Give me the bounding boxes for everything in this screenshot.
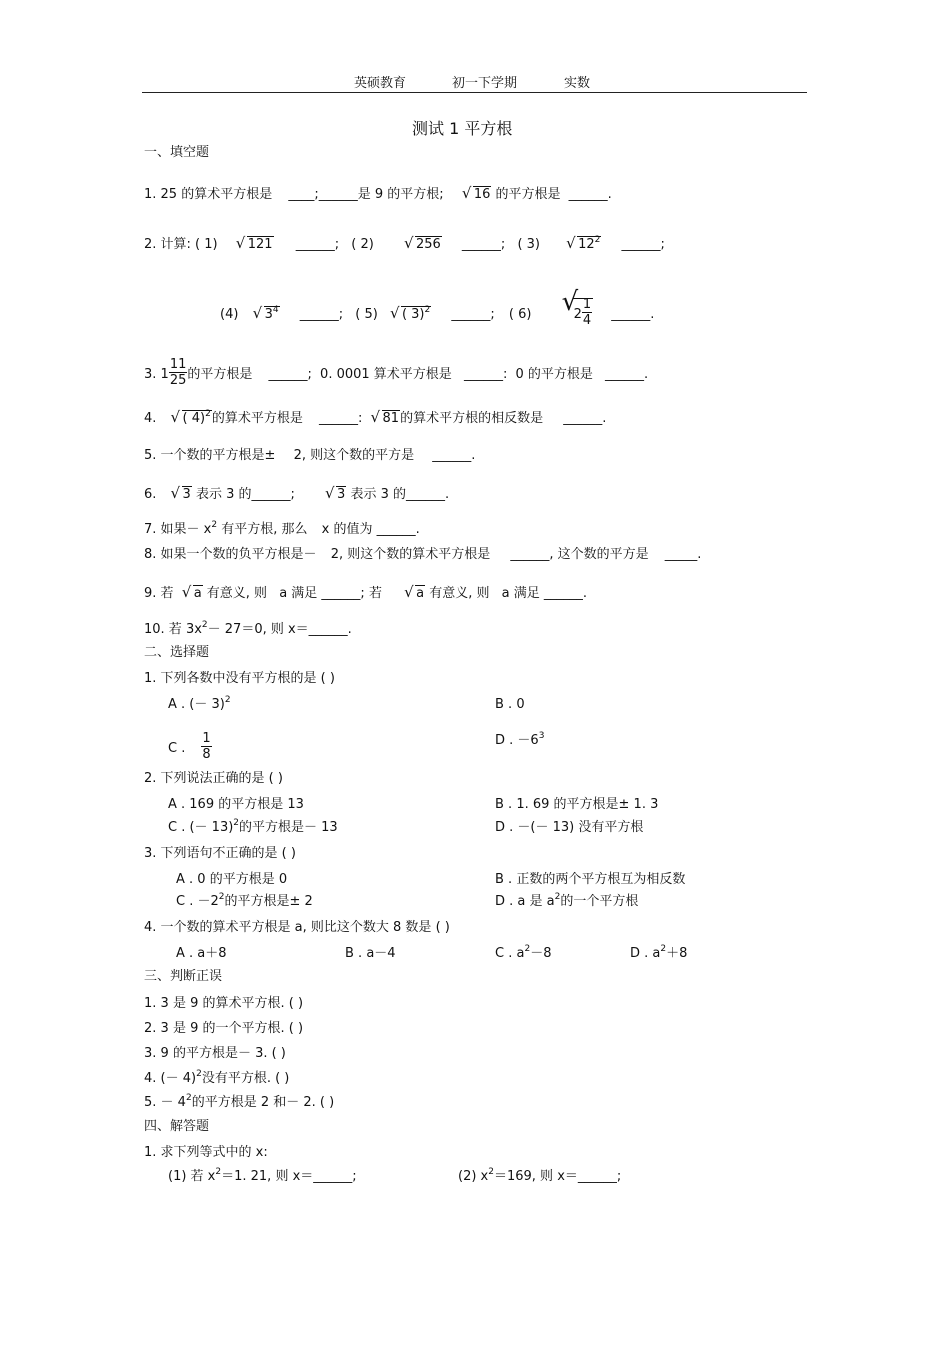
blank: ______:	[463, 367, 508, 382]
blank: ______;	[299, 307, 344, 322]
choice-q3-a: A . 0 的平方根是 0	[176, 872, 288, 887]
answer-q1-part1: (1) 若 $x^2=1$. 21, 则 x＝______;	[168, 1167, 357, 1184]
q9-text: a 满足 ______; 若	[279, 586, 382, 601]
q1-text: 的平方根是	[495, 187, 561, 202]
fill-q2-line2	[220, 298, 654, 330]
q10-text: 10. 若 3x	[144, 622, 202, 637]
q6-text: 6.	[144, 487, 157, 502]
radical: √ $3^4$	[253, 307, 280, 324]
q9-text: 有意义, 则	[429, 586, 490, 601]
choice-q4-a: A . a＋8	[176, 946, 227, 961]
blank: ______;	[461, 237, 506, 252]
page-header	[142, 70, 807, 93]
section-choice-heading: 二、选择题	[144, 645, 210, 660]
fill-q8	[144, 547, 701, 563]
q2-text: ( 5)	[355, 307, 378, 322]
choice-q1-a: A . (－ 3)$^2$	[168, 695, 231, 712]
blank: ______.	[432, 448, 476, 463]
choice-q4-c: C . $a^2-8$	[495, 944, 552, 961]
q10-text: － 27＝0, 则 x＝______.	[207, 622, 352, 637]
judge-q2: 2. 3 是 9 的一个平方根. ( )	[144, 1021, 304, 1036]
choice-q3-c: C . $-2^2$的平方根是± 2	[176, 892, 313, 909]
answer-q1-part2: (2) $x^2=169$, 则 x＝______;	[458, 1167, 622, 1184]
fill-q3	[144, 359, 648, 390]
header-subject: 实数	[564, 76, 591, 91]
q1-blank: ______	[318, 187, 358, 202]
choice-q4-stem: 4. 一个数的算术平方根是 a, 则比这个数大 8 数是 ( )	[144, 920, 450, 935]
radical: √ a	[182, 586, 203, 602]
q4-text: 的算术平方根的相反数是	[400, 411, 544, 426]
q1-text: 1. 25 的算术平方根是	[144, 187, 273, 202]
choice-q1-d: D . $-6^3$	[495, 731, 545, 748]
q9-text: 9. 若	[144, 586, 174, 601]
section-fill-heading: 一、填空题	[144, 145, 210, 160]
q7-text: 7. 如果－ x	[144, 522, 212, 537]
exponent: 2	[211, 520, 218, 530]
q1-blank: ______.	[568, 187, 612, 202]
q6-text: 表示 3 的______;	[195, 487, 295, 502]
radical: √ 3	[171, 487, 192, 503]
radical: √ a	[404, 586, 425, 602]
judge-q3: 3. 9 的平方根是－ 3. ( )	[144, 1046, 286, 1061]
q2-text: ( 3)	[517, 237, 540, 252]
fill-q2-line1	[144, 237, 665, 254]
blank: ______;	[268, 367, 312, 382]
fill-q1	[144, 187, 612, 203]
header-grade: 初一下学期	[452, 76, 518, 91]
judge-q4: 4. (－ 4)$^2$没有平方根. ( )	[144, 1069, 290, 1086]
q5-text: 2, 则这个数的平方是	[293, 448, 415, 463]
radical: √ 121	[236, 237, 274, 253]
answer-q1: 1. 求下列等式中的 x:	[144, 1145, 268, 1160]
choice-q4-b: B . a－4	[345, 946, 396, 961]
q3-text: 3. 1	[144, 367, 169, 382]
q3-text: 的平方根是	[187, 367, 253, 382]
q8-text: 8. 如果一个数的负平方根是－	[144, 547, 317, 562]
radical: √ 3	[325, 487, 346, 503]
section-judge-heading: 三、判断正误	[144, 969, 223, 984]
q5-text: 5. 一个数的平方根是±	[144, 448, 276, 463]
q4-text: 的算术平方根是	[211, 411, 303, 426]
choice-q2-a: A . 169 的平方根是 13	[168, 797, 304, 812]
fill-q9	[144, 586, 587, 602]
fill-q4	[144, 411, 606, 428]
radical: √ 81	[371, 411, 401, 427]
q8-text: ______, 这个数的平方是	[510, 547, 649, 562]
blank: ______.	[605, 367, 649, 382]
page-title: 测试 1 平方根	[412, 119, 513, 138]
choice-q3-b: B . 正数的两个平方根互为相反数	[495, 872, 686, 887]
q1-text: 是 9 的平方根;	[357, 187, 444, 202]
choice-q1-stem: 1. 下列各数中没有平方根的是 ( )	[144, 671, 335, 686]
blank: ______;	[621, 237, 665, 252]
q9-text: 有意义, 则	[206, 586, 268, 601]
q3-text: 0. 0001 算术平方根是	[320, 367, 452, 382]
choice-q3-stem: 3. 下列语句不正确的是 ( )	[144, 846, 296, 861]
q8-text: 2, 则这个数的算术平方根是	[330, 547, 491, 562]
q2-text: 2. 计算: ( 1)	[144, 237, 218, 252]
section-answer-heading: 四、解答题	[144, 1119, 210, 1134]
blank: ______;	[295, 237, 340, 252]
radical: √ ( 4)$^2$	[171, 411, 212, 428]
q7-text: x 的值为 ______.	[321, 522, 420, 537]
choice-q1-b: B . 0	[495, 697, 525, 712]
radical: √ 16	[462, 187, 492, 203]
fraction: $\frac{11}{25}$	[169, 357, 187, 388]
q1-blank: ____;	[288, 187, 319, 202]
q2-text: ( 2)	[351, 237, 374, 252]
fill-q7	[144, 522, 420, 539]
choice-q2-d: D . －(－ 13) 没有平方根	[495, 820, 644, 835]
blank: ______.	[611, 307, 655, 322]
radical: √ 256	[404, 237, 442, 253]
radical: √ ( 3)$^2$	[390, 307, 431, 324]
radical: √ 2 $\frac{1}{4}$	[562, 298, 594, 330]
choice-q2-b: B . 1. 69 的平方根是± 1. 3	[495, 797, 659, 812]
choice-q4-d: D . $a^2+8$	[630, 944, 688, 961]
choice-q1-c: C . $\frac{1}{8}$	[168, 731, 211, 762]
choice-q2-stem: 2. 下列说法正确的是 ( )	[144, 771, 283, 786]
choice-q3-d: D . a 是 $a^2$的一个平方根	[495, 892, 639, 909]
q7-text: 有平方根, 那么	[221, 522, 308, 537]
judge-q1: 1. 3 是 9 的算术平方根. ( )	[144, 996, 304, 1011]
q6-text: 表示 3 的______.	[350, 487, 450, 502]
choice-q2-c: C . (－ 13)$^2$的平方根是－ 13	[168, 818, 338, 835]
q2-text: ( 6)	[508, 307, 532, 322]
exponent: 2	[201, 620, 208, 630]
blank: ______;	[451, 307, 495, 322]
blank: ______:	[318, 411, 363, 426]
blank: ______.	[563, 411, 607, 426]
radical: √ $12^2$	[566, 237, 601, 254]
fill-q5	[144, 448, 475, 464]
header-org: 英硕教育	[354, 76, 407, 91]
fill-q6	[144, 487, 449, 503]
q4-text: 4.	[144, 411, 157, 426]
fill-q10	[144, 622, 352, 639]
q9-text: a 满足 ______.	[501, 586, 587, 601]
q3-text: 0 的平方根是	[515, 367, 593, 382]
blank: _____.	[664, 547, 702, 562]
q2-text: (4)	[220, 307, 239, 322]
judge-q5: 5. － $4^2$的平方根是 2 和－ 2. ( )	[144, 1093, 335, 1110]
